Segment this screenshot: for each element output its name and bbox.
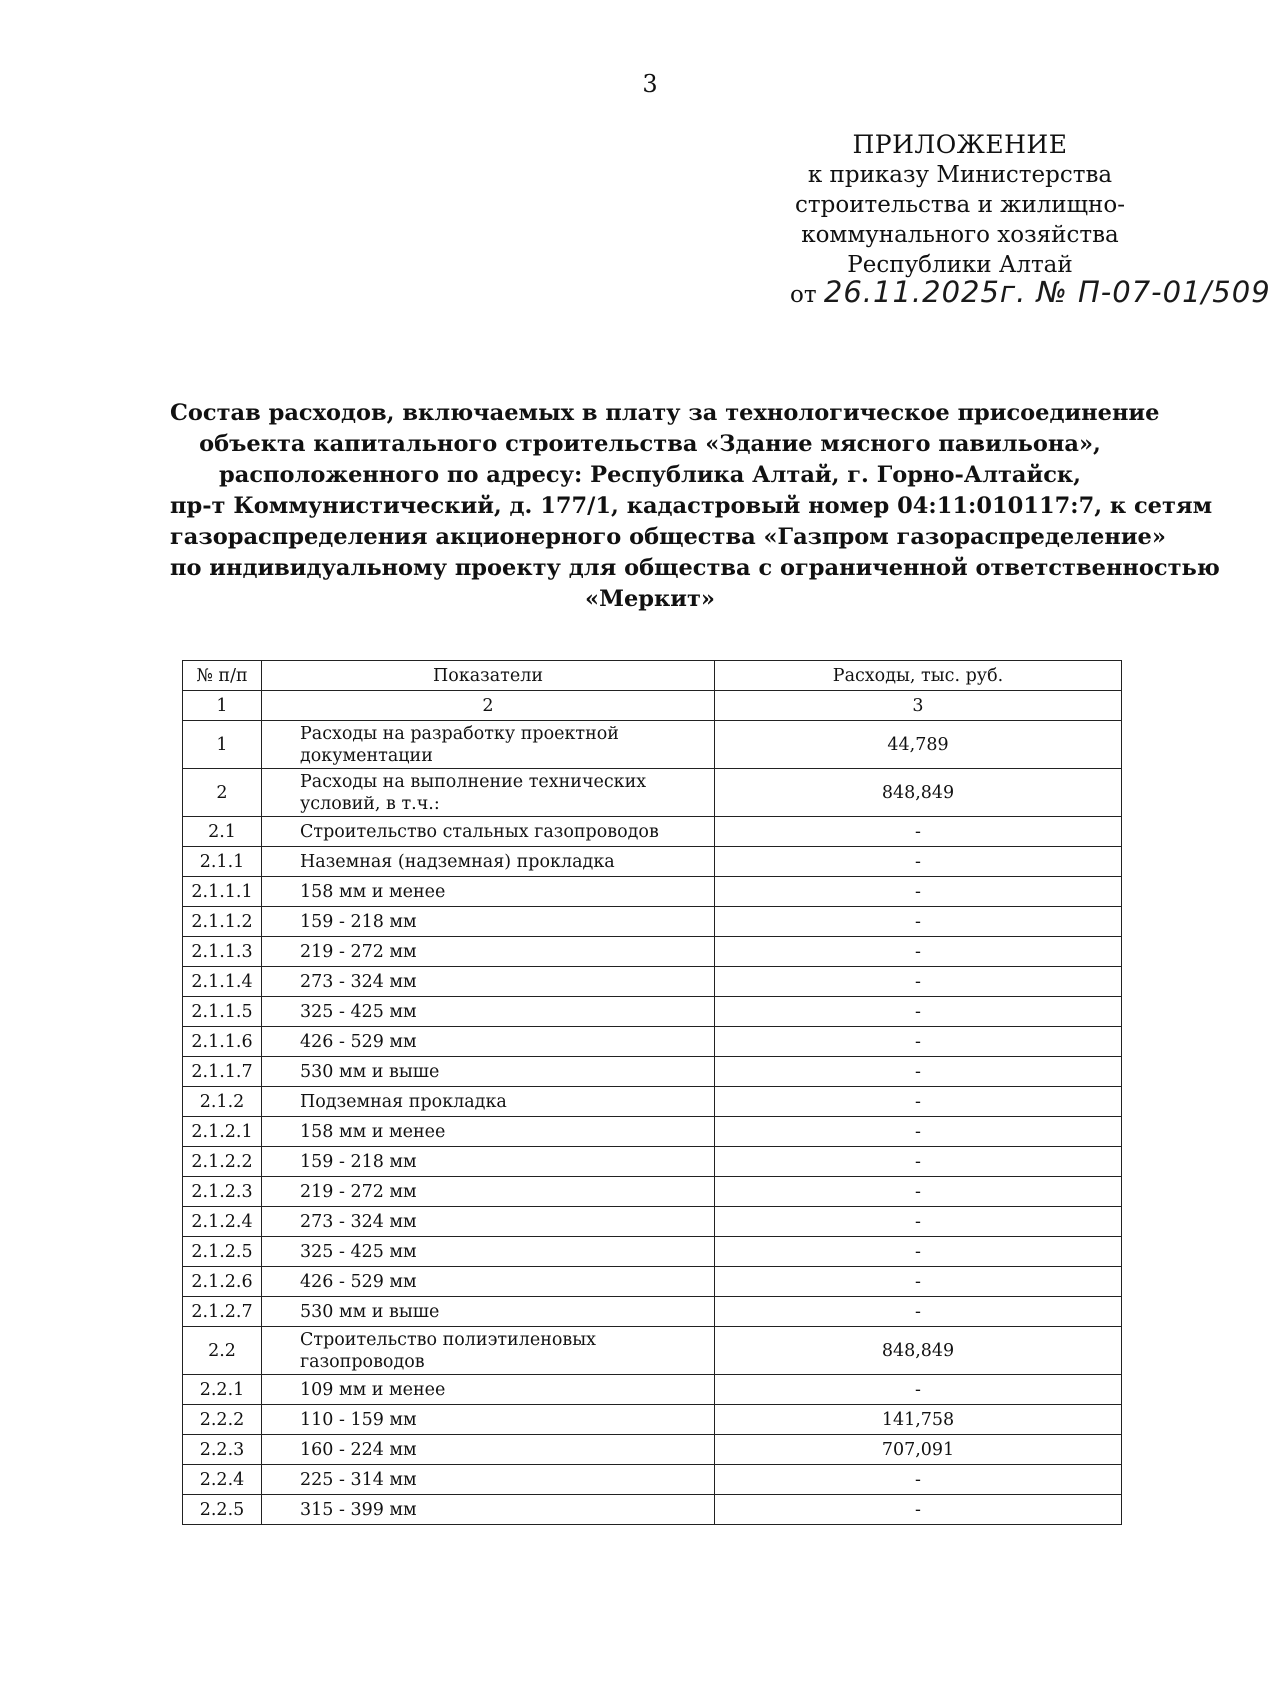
table-row bbox=[183, 1327, 1122, 1375]
row-number-cell: 2.1.2.2 bbox=[183, 1147, 262, 1177]
table-row bbox=[183, 967, 1122, 997]
row-number-cell: 2 bbox=[183, 769, 262, 817]
table-row bbox=[183, 847, 1122, 877]
row-number-cell: 2.1.1.4 bbox=[183, 967, 262, 997]
row-label-cell: Расходы на выполнение технических условий, в т.ч.: bbox=[262, 769, 715, 817]
row-number-cell: 2.1.2.3 bbox=[183, 1177, 262, 1207]
title-line: пр-т Коммунистический, д. 177/1, кадастровый номер 04:11:010117:7, к сетям bbox=[170, 493, 1213, 519]
row-value-cell: - bbox=[715, 1057, 1122, 1087]
row-label-cell: 225 - 314 мм bbox=[262, 1465, 715, 1495]
table-column-numbers-row bbox=[183, 691, 1122, 721]
row-number-cell: 2.1.1.6 bbox=[183, 1027, 262, 1057]
row-label-cell: 158 мм и менее bbox=[262, 877, 715, 907]
title-line: расположенного по адресу: Республика Алтай, г. Горно-Алтайск, bbox=[219, 462, 1081, 488]
row-number-cell: 1 bbox=[183, 721, 262, 769]
title-line: «Меркит» bbox=[585, 586, 715, 612]
order-handwritten-number: 26.11.2025г. № П-07-01/509 bbox=[823, 275, 1271, 309]
row-label-cell: 530 мм и выше bbox=[262, 1057, 715, 1087]
row-value-cell: - bbox=[715, 1267, 1122, 1297]
table-header-row bbox=[183, 661, 1122, 691]
row-value-cell: - bbox=[715, 877, 1122, 907]
row-value-cell: - bbox=[715, 1087, 1122, 1117]
row-value-cell: - bbox=[715, 817, 1122, 847]
row-number-cell: 2.1.1.3 bbox=[183, 937, 262, 967]
appendix-line: коммунального хозяйства bbox=[801, 222, 1119, 248]
row-label-cell: 325 - 425 мм bbox=[262, 1237, 715, 1267]
row-value-cell: - bbox=[715, 1375, 1122, 1405]
row-number-cell: 2.1.1.5 bbox=[183, 997, 262, 1027]
appendix-block bbox=[770, 130, 1150, 280]
order-line bbox=[790, 275, 1271, 309]
table-row bbox=[183, 1027, 1122, 1057]
table-row bbox=[183, 877, 1122, 907]
table-row bbox=[183, 1435, 1122, 1465]
title-line: объекта капитального строительства «Здание мясного павильона», bbox=[199, 431, 1101, 457]
row-number-cell: 2.1.2.5 bbox=[183, 1237, 262, 1267]
appendix-line: Республики Алтай bbox=[847, 252, 1073, 278]
row-label-cell: 426 - 529 мм bbox=[262, 1267, 715, 1297]
row-value-cell: - bbox=[715, 967, 1122, 997]
table-row bbox=[183, 769, 1122, 817]
table-row bbox=[183, 1495, 1122, 1525]
row-number-cell: 2.1.1 bbox=[183, 847, 262, 877]
row-number-cell: 2.1.2.1 bbox=[183, 1117, 262, 1147]
row-number-cell: 2.1.2 bbox=[183, 1087, 262, 1117]
title-line: Состав расходов, включаемых в плату за технологическое присоединение bbox=[170, 400, 1160, 426]
row-value-cell: - bbox=[715, 1117, 1122, 1147]
row-value-cell: 848,849 bbox=[715, 769, 1122, 817]
document-title bbox=[170, 398, 1220, 615]
table-row bbox=[183, 721, 1122, 769]
table-row bbox=[183, 1117, 1122, 1147]
row-number-cell: 2.1 bbox=[183, 817, 262, 847]
table-row bbox=[183, 1207, 1122, 1237]
row-value-cell: - bbox=[715, 1495, 1122, 1525]
header-cell-costs: Расходы, тыс. руб. bbox=[715, 661, 1122, 691]
row-label-cell: 159 - 218 мм bbox=[262, 1147, 715, 1177]
appendix-line: строительства и жилищно- bbox=[795, 192, 1125, 218]
row-label-cell: 158 мм и менее bbox=[262, 1117, 715, 1147]
table-row bbox=[183, 1267, 1122, 1297]
row-label-cell: Строительство полиэтиленовых газопроводов bbox=[262, 1327, 715, 1375]
row-number-cell: 2.1.1.7 bbox=[183, 1057, 262, 1087]
header-cell-number: № п/п bbox=[183, 661, 262, 691]
row-value-cell: 141,758 bbox=[715, 1405, 1122, 1435]
row-label-cell: 160 - 224 мм bbox=[262, 1435, 715, 1465]
table-row bbox=[183, 937, 1122, 967]
title-line: газораспределения акционерного общества «Газпром газораспределение» bbox=[170, 524, 1166, 550]
row-number-cell: 2.2.5 bbox=[183, 1495, 262, 1525]
row-number-cell: 2.2.1 bbox=[183, 1375, 262, 1405]
row-value-cell: - bbox=[715, 1027, 1122, 1057]
table-row bbox=[183, 1405, 1122, 1435]
table-row bbox=[183, 817, 1122, 847]
appendix-heading: ПРИЛОЖЕНИЕ bbox=[852, 130, 1068, 159]
table-row bbox=[183, 1375, 1122, 1405]
row-number-cell: 2.1.1.2 bbox=[183, 907, 262, 937]
table-row bbox=[183, 1237, 1122, 1267]
row-value-cell: - bbox=[715, 907, 1122, 937]
table-row bbox=[183, 907, 1122, 937]
row-label-cell: 159 - 218 мм bbox=[262, 907, 715, 937]
title-line: по индивидуальному проекту для общества с ограниченной ответственностью bbox=[170, 555, 1220, 581]
row-number-cell: 2.1.2.7 bbox=[183, 1297, 262, 1327]
row-value-cell: 707,091 bbox=[715, 1435, 1122, 1465]
row-number-cell: 2.1.1.1 bbox=[183, 877, 262, 907]
row-value-cell: - bbox=[715, 997, 1122, 1027]
row-label-cell: Строительство стальных газопроводов bbox=[262, 817, 715, 847]
row-label-cell: 110 - 159 мм bbox=[262, 1405, 715, 1435]
row-value-cell: - bbox=[715, 1465, 1122, 1495]
row-value-cell: - bbox=[715, 937, 1122, 967]
table-row bbox=[183, 1465, 1122, 1495]
row-label-cell: 315 - 399 мм bbox=[262, 1495, 715, 1525]
table-row bbox=[183, 1087, 1122, 1117]
row-number-cell: 2.1.2.6 bbox=[183, 1267, 262, 1297]
row-number-cell: 2.2 bbox=[183, 1327, 262, 1375]
costs-table bbox=[182, 660, 1122, 1525]
row-number-cell: 2.1.2.4 bbox=[183, 1207, 262, 1237]
page-number: 3 bbox=[642, 70, 658, 98]
row-value-cell: - bbox=[715, 1177, 1122, 1207]
column-number-cell: 3 bbox=[715, 691, 1122, 721]
row-label-cell: 530 мм и выше bbox=[262, 1297, 715, 1327]
row-label-cell: 273 - 324 мм bbox=[262, 967, 715, 997]
row-value-cell: - bbox=[715, 1207, 1122, 1237]
row-label-cell: Подземная прокладка bbox=[262, 1087, 715, 1117]
row-label-cell: 219 - 272 мм bbox=[262, 937, 715, 967]
column-number-cell: 2 bbox=[262, 691, 715, 721]
row-label-cell: Наземная (надземная) прокладка bbox=[262, 847, 715, 877]
row-label-cell: 273 - 324 мм bbox=[262, 1207, 715, 1237]
row-value-cell: 44,789 bbox=[715, 721, 1122, 769]
table-row bbox=[183, 1057, 1122, 1087]
table-row bbox=[183, 997, 1122, 1027]
header-cell-indicator: Показатели bbox=[262, 661, 715, 691]
table-row bbox=[183, 1147, 1122, 1177]
row-number-cell: 2.2.4 bbox=[183, 1465, 262, 1495]
row-value-cell: 848,849 bbox=[715, 1327, 1122, 1375]
table-row bbox=[183, 1177, 1122, 1207]
row-label-cell: 426 - 529 мм bbox=[262, 1027, 715, 1057]
row-value-cell: - bbox=[715, 1147, 1122, 1177]
row-value-cell: - bbox=[715, 1297, 1122, 1327]
appendix-line: к приказу Министерства bbox=[807, 162, 1113, 188]
row-number-cell: 2.2.3 bbox=[183, 1435, 262, 1465]
column-number-cell: 1 bbox=[183, 691, 262, 721]
row-number-cell: 2.2.2 bbox=[183, 1405, 262, 1435]
row-label-cell: Расходы на разработку проектной документации bbox=[262, 721, 715, 769]
row-value-cell: - bbox=[715, 1237, 1122, 1267]
order-prefix: от bbox=[790, 282, 817, 308]
row-label-cell: 109 мм и менее bbox=[262, 1375, 715, 1405]
table-row bbox=[183, 1297, 1122, 1327]
row-label-cell: 219 - 272 мм bbox=[262, 1177, 715, 1207]
row-value-cell: - bbox=[715, 847, 1122, 877]
row-label-cell: 325 - 425 мм bbox=[262, 997, 715, 1027]
